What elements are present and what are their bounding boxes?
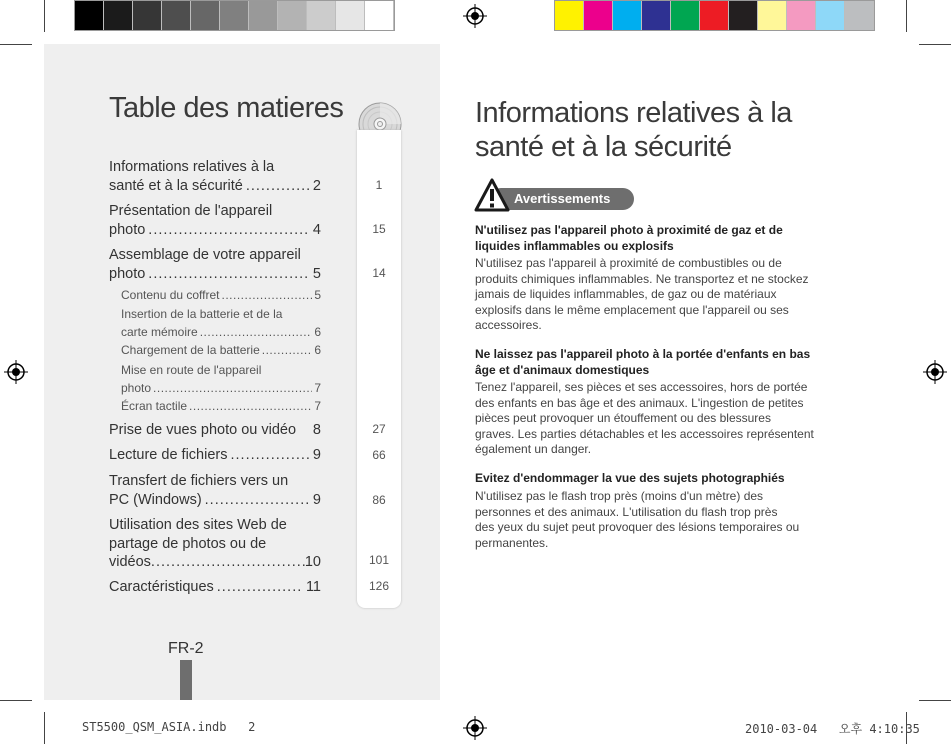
toc-entry[interactable] xyxy=(109,202,321,239)
toc-entry-label: Assemblage de votre appareil xyxy=(109,247,301,263)
toc-sub-label: Mise en route de l'appareil xyxy=(121,363,262,377)
leader-dots xyxy=(153,379,312,397)
toc-page-number: 6 xyxy=(314,343,321,357)
color-swatch xyxy=(816,1,845,30)
toc-entry[interactable] xyxy=(109,472,321,509)
page-marker-bar xyxy=(180,660,192,700)
color-swatch xyxy=(133,1,162,30)
toc-entry[interactable] xyxy=(109,446,321,465)
file-name: ST5500_QSM_ASIA.indb 2 xyxy=(82,720,256,734)
toc-entry-label: Caractéristiques xyxy=(109,579,214,595)
color-swatch xyxy=(75,1,104,30)
toc-entry-label: Prise de vues photo ou vidéo xyxy=(109,422,297,438)
grayscale-swatch-bar xyxy=(74,0,395,31)
registration-mark-icon xyxy=(463,4,487,28)
tab-number: 15 xyxy=(372,222,386,236)
toc-page-number: 8 xyxy=(312,422,321,438)
toc-page-number: 7 xyxy=(314,381,321,395)
leader-dots xyxy=(148,265,310,284)
tab-number: 27 xyxy=(372,422,386,436)
registration-mark-icon xyxy=(4,360,28,384)
toc-entry-label: Utilisation des sites Web de xyxy=(109,517,287,533)
toc-entry-label: photo xyxy=(109,221,146,238)
leader-dots xyxy=(189,397,312,415)
body-line: graves. Les parties détachables et les accessoires représentent xyxy=(475,426,814,441)
body-line: des enfants en bas âge et des animaux. L'ingestion de petites xyxy=(475,395,804,410)
registration-mark-icon xyxy=(463,716,487,740)
safety-section-body xyxy=(475,380,833,458)
leader-dots xyxy=(230,446,309,465)
toc-entry[interactable] xyxy=(109,516,321,572)
safety-section-heading xyxy=(475,470,833,486)
toc-entry-label: photo xyxy=(109,265,146,282)
toc-entry-label: vidéos xyxy=(109,554,151,570)
color-swatch xyxy=(584,1,613,30)
toc-page-number: 9 xyxy=(312,491,321,508)
toc-page-number: 10 xyxy=(304,554,321,570)
body-line: personnes et des animaux. L'utilisation du flash trop près xyxy=(475,504,778,519)
toc-sub-label: Écran tactile xyxy=(121,399,188,413)
tab-number: 14 xyxy=(372,266,386,280)
registration-mark-icon xyxy=(923,360,947,384)
color-swatch xyxy=(191,1,220,30)
safety-title-line: santé et à la sécurité xyxy=(475,131,732,163)
toc-sub-label: photo xyxy=(121,381,152,395)
color-swatch-bar xyxy=(554,0,875,31)
body-line: Tenez l'appareil, ses pièces et ses accessoires, hors de portée xyxy=(475,380,808,394)
toc-title: Table des matieres xyxy=(109,92,344,124)
safety-section-heading xyxy=(475,346,833,378)
color-swatch xyxy=(307,1,336,30)
language-tab-column xyxy=(357,130,401,608)
toc-page-number: 7 xyxy=(314,399,321,413)
toc-entry-label: Lecture de fichiers xyxy=(109,447,228,463)
toc-sub-entry[interactable] xyxy=(121,397,321,415)
heading-line: Evitez d'endommager la vue des sujets photographiés xyxy=(475,471,785,485)
print-timestamp: 2010-03-04 오후 4:10:35 xyxy=(745,722,920,736)
color-swatch xyxy=(613,1,642,30)
toc-sub-entry[interactable] xyxy=(121,361,321,397)
toc-sub-entry[interactable] xyxy=(121,286,321,304)
safety-section-body xyxy=(475,489,833,551)
toc-sub-entry[interactable] xyxy=(121,341,321,359)
color-swatch xyxy=(365,1,394,30)
safety-section-heading xyxy=(475,222,833,254)
leader-dots xyxy=(217,578,303,597)
color-swatch xyxy=(162,1,191,30)
toc-entry[interactable] xyxy=(109,578,321,597)
toc-entry[interactable] xyxy=(109,158,321,195)
color-swatch xyxy=(758,1,787,30)
color-swatch xyxy=(642,1,671,30)
color-swatch xyxy=(671,1,700,30)
safety-title-line: Informations relatives à la xyxy=(475,97,792,129)
body-line: permanentes. xyxy=(475,535,549,550)
body-line: produits chimiques inflammables. Ne transportez et ne stockez xyxy=(475,271,809,286)
toc-page-number: 6 xyxy=(314,325,321,339)
color-swatch xyxy=(220,1,249,30)
body-line: explosifs dans le même emplacement que l'appareil ou ses xyxy=(475,302,789,317)
heading-line: N'utilisez pas l'appareil photo à proximité de gaz et de xyxy=(475,223,783,237)
color-swatch xyxy=(336,1,365,30)
leader-dots xyxy=(148,221,310,240)
toc-entry-label: santé et à la sécurité xyxy=(109,177,243,194)
leader-dots xyxy=(246,177,310,196)
body-line: jamais de liquides inflammables, de gaz ou de matériaux xyxy=(475,287,777,302)
color-swatch xyxy=(845,1,874,30)
heading-line: âge et d'animaux domestiques xyxy=(475,363,650,377)
toc-page-number: 5 xyxy=(314,288,321,302)
toc-page-number: 5 xyxy=(312,265,321,282)
color-swatch xyxy=(787,1,816,30)
toc-sub-label: carte mémoire xyxy=(121,325,198,339)
tab-number: 86 xyxy=(372,493,386,507)
color-swatch xyxy=(249,1,278,30)
toc-entry[interactable] xyxy=(109,246,321,283)
toc-page-number: 11 xyxy=(305,579,321,595)
color-swatch xyxy=(700,1,729,30)
leader-dots xyxy=(205,491,310,510)
tab-number: 1 xyxy=(375,178,383,192)
toc-entry-label: Transfert de fichiers vers un xyxy=(109,473,289,489)
tab-number: 66 xyxy=(372,448,386,462)
toc-page-number: 2 xyxy=(312,177,321,194)
safety-title xyxy=(475,96,792,164)
leader-dots xyxy=(222,286,313,304)
leader-dots xyxy=(200,323,313,341)
body-line: pièces peut provoquer un étouffement ou des blessures xyxy=(475,411,771,426)
toc-entry-label: PC (Windows) xyxy=(109,491,202,508)
warning-triangle-icon xyxy=(474,178,510,212)
tab-number: 101 xyxy=(368,553,390,567)
color-swatch xyxy=(104,1,133,30)
toc-page-number: 9 xyxy=(312,447,321,463)
body-line: des yeux du sujet peut provoquer des lésions temporaires ou xyxy=(475,520,800,535)
body-line: N'utilisez pas l'appareil à proximité de combustibles ou de xyxy=(475,256,782,270)
page-label: FR-2 xyxy=(168,640,204,657)
body-line: accessoires. xyxy=(475,318,542,333)
leader-dots xyxy=(151,553,305,572)
heading-line: Ne laissez pas l'appareil photo à la portée d'enfants en bas xyxy=(475,347,811,361)
leader-dots xyxy=(262,341,313,359)
heading-line: liquides inflammables ou explosifs xyxy=(475,239,674,253)
toc-sub-entry[interactable] xyxy=(121,305,321,341)
body-line: N'utilisez pas le flash trop près (moins d'un mètre) des xyxy=(475,489,764,503)
tab-number: 126 xyxy=(368,579,390,593)
toc-sub-label: Insertion de la batterie et de la xyxy=(121,307,283,321)
color-swatch xyxy=(278,1,307,30)
toc-entry-label: Informations relatives à la xyxy=(109,159,275,175)
safety-section-body xyxy=(475,256,833,334)
toc-entry-label: Présentation de l'appareil xyxy=(109,203,273,219)
color-swatch xyxy=(729,1,758,30)
toc-entry[interactable] xyxy=(109,421,321,440)
toc-sub-label: Chargement de la batterie xyxy=(121,343,260,357)
toc-entry-label: partage de photos ou de xyxy=(109,535,267,552)
toc-sub-label: Contenu du coffret xyxy=(121,288,220,302)
color-swatch xyxy=(555,1,584,30)
warning-label: Avertissements xyxy=(490,188,634,210)
toc-page-number: 4 xyxy=(312,221,321,238)
body-line: également un danger. xyxy=(475,442,592,457)
